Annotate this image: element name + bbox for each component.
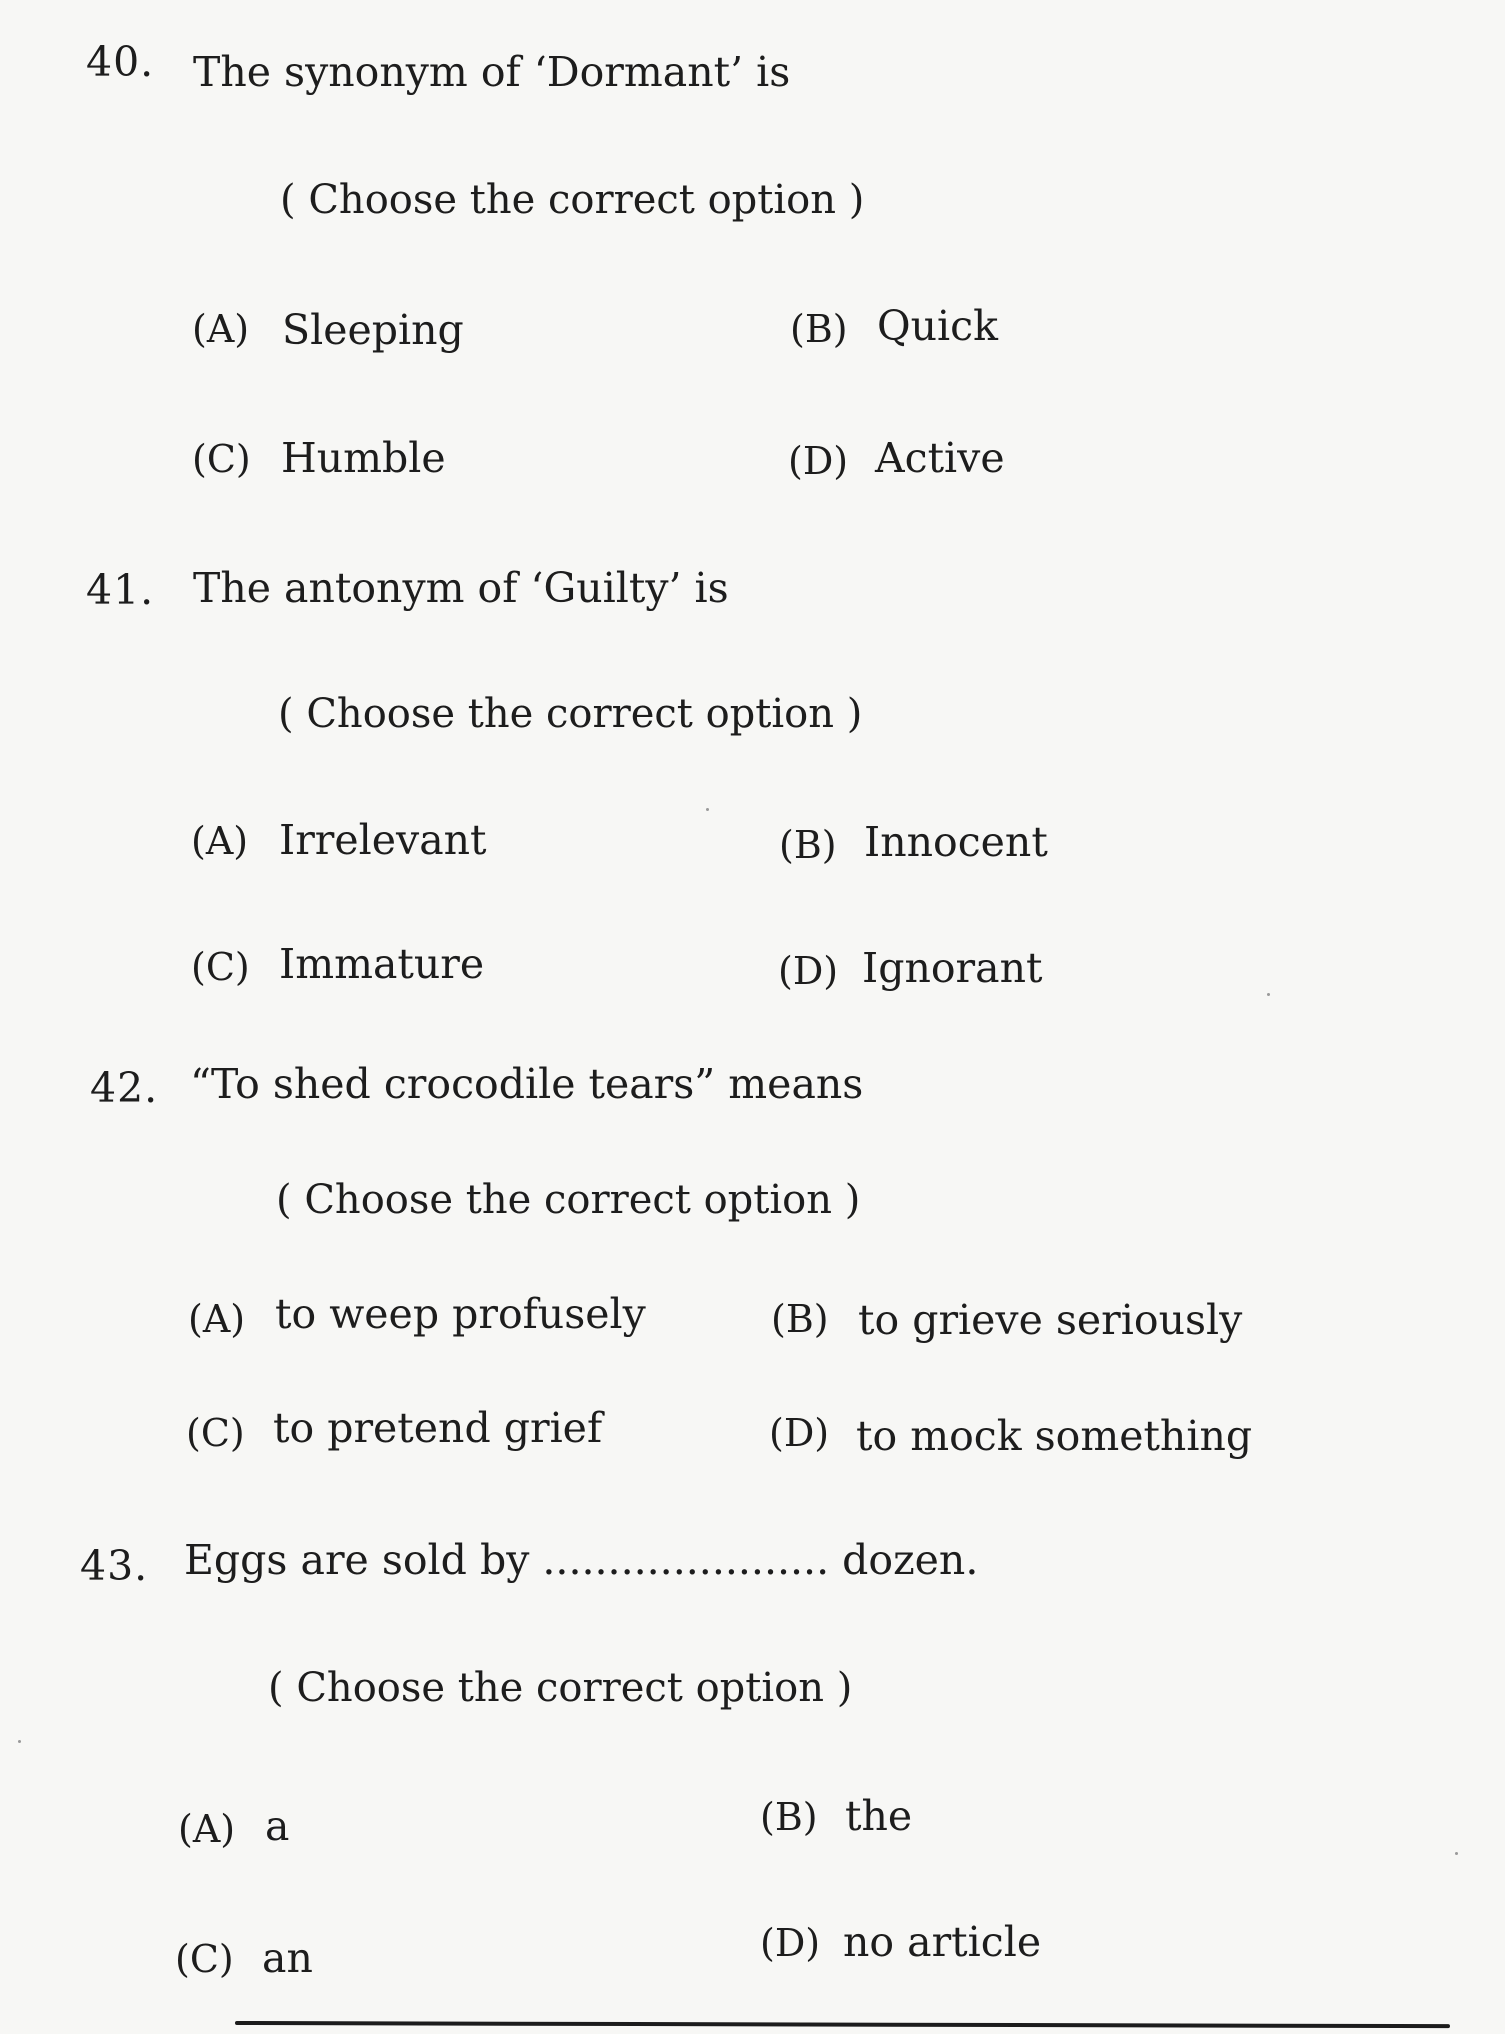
question-42-option-c-label: (C) xyxy=(186,1411,245,1455)
question-41-option-d-label: (D) xyxy=(778,949,839,993)
question-43-text: Eggs are sold by ...................... dozen. xyxy=(184,1536,979,1584)
question-40-option-b-text: Quick xyxy=(877,302,998,350)
question-42-option-a-text: to weep profusely xyxy=(275,1290,646,1338)
question-41-option-a-text: Irrelevant xyxy=(279,816,487,864)
question-43-number: 43. xyxy=(80,1542,149,1590)
scan-speck xyxy=(706,808,709,811)
question-42-option-c-text: to pretend grief xyxy=(273,1404,603,1452)
question-43-option-d-text: no article xyxy=(843,1918,1042,1966)
question-41-number: 41. xyxy=(86,566,155,614)
question-42-option-b-label: (B) xyxy=(771,1297,829,1341)
scan-speck xyxy=(1267,993,1270,996)
question-41-option-b-label: (B) xyxy=(779,823,837,867)
question-40-option-a-label: (A) xyxy=(192,307,250,351)
question-42-text: “To shed crocodile tears” means xyxy=(190,1060,864,1108)
question-40-option-b-label: (B) xyxy=(790,307,848,351)
scan-speck xyxy=(18,1740,21,1743)
question-42-option-d-text: to mock something xyxy=(856,1412,1253,1460)
question-40-text: The synonym of ‘Dormant’ is xyxy=(193,48,791,96)
scan-speck xyxy=(1455,1852,1458,1855)
question-42-number: 42. xyxy=(90,1064,159,1112)
question-41-option-b-text: Innocent xyxy=(864,818,1048,866)
question-40-option-c-text: Humble xyxy=(281,434,446,482)
question-41-option-a-label: (A) xyxy=(191,819,249,863)
question-40-number: 40. xyxy=(86,38,155,86)
bottom-rule xyxy=(235,2021,1450,2028)
question-40-option-c-label: (C) xyxy=(192,437,251,481)
question-40-option-d-text: Active xyxy=(875,434,1005,482)
question-43-option-c-label: (C) xyxy=(175,1937,234,1981)
question-40-option-a-text: Sleeping xyxy=(282,306,464,354)
question-42-option-a-label: (A) xyxy=(188,1297,246,1341)
question-41-text: The antonym of ‘Guilty’ is xyxy=(193,564,729,612)
question-41-instruction: ( Choose the correct option ) xyxy=(278,691,863,737)
question-43-option-a-label: (A) xyxy=(178,1807,236,1851)
question-43-instruction: ( Choose the correct option ) xyxy=(268,1665,853,1711)
question-41-option-c-text: Immature xyxy=(279,940,485,988)
question-40-option-d-label: (D) xyxy=(788,439,849,483)
question-43-option-c-text: an xyxy=(262,1934,313,1982)
question-43-option-d-label: (D) xyxy=(760,1921,821,1965)
question-41-option-d-text: Ignorant xyxy=(862,944,1043,992)
question-42-option-b-text: to grieve seriously xyxy=(858,1296,1243,1344)
question-41-option-c-label: (C) xyxy=(191,945,250,989)
question-40-instruction: ( Choose the correct option ) xyxy=(280,177,865,223)
question-42-option-d-label: (D) xyxy=(769,1411,830,1455)
question-43-option-a-text: a xyxy=(265,1802,290,1850)
question-42-instruction: ( Choose the correct option ) xyxy=(276,1177,861,1223)
question-43-option-b-label: (B) xyxy=(760,1795,818,1839)
question-43-option-b-text: the xyxy=(845,1792,913,1840)
